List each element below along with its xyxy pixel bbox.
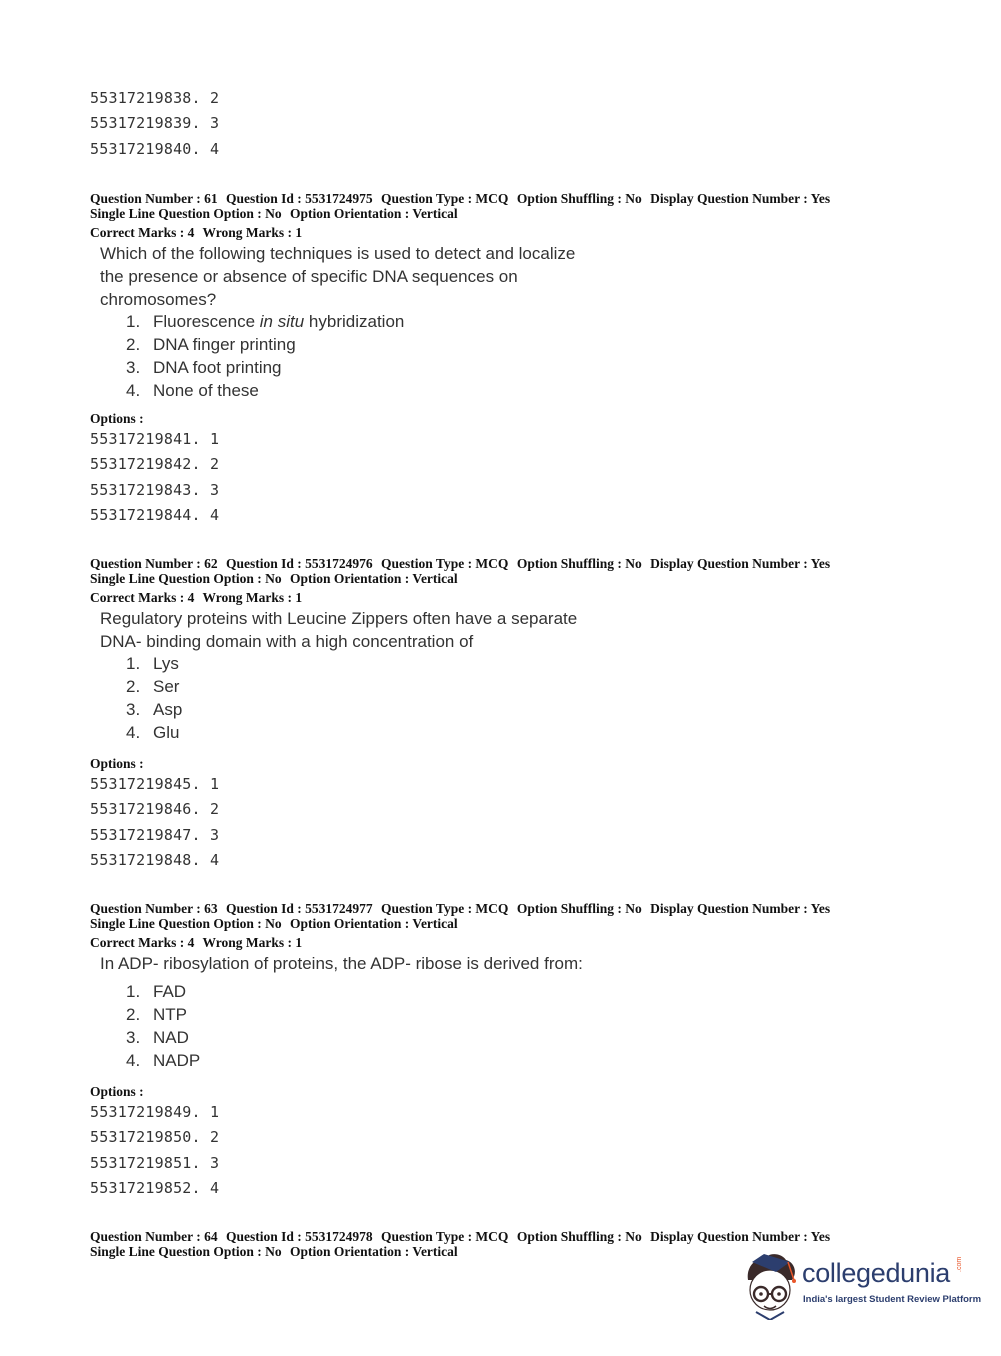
options-label: Options :: [90, 411, 144, 426]
brand-tagline: India's largest Student Review Platform: [803, 1294, 982, 1305]
meta-line-2: Single Line Question Option : No Option Orientation : Vertical: [90, 1244, 458, 1259]
mascot-icon: [742, 1250, 800, 1320]
meta-line-2: Single Line Question Option : No Option Orientation : Vertical: [90, 206, 458, 221]
choice-item: 3. DNA foot printing: [126, 358, 282, 377]
question-63-meta: [90, 901, 835, 950]
option-line: 55317219838. 2: [90, 89, 220, 107]
question-61-text: Which of the following techniques is used to detect and localize the presence or absence of specific DNA sequences on chromosomes?: [100, 244, 576, 309]
question-61-meta: [90, 191, 835, 240]
marks-line: Correct Marks : 4 Wrong Marks : 1: [90, 935, 303, 950]
option-line: 55317219839. 3: [90, 114, 220, 133]
option-line: 55317219851. 3: [90, 1153, 220, 1172]
choice-item: 4. None of these: [126, 381, 259, 400]
choice-item: 2. Ser: [126, 677, 180, 696]
meta-line-1: Question Number : 62 Question Id : 5531724976 Question Type : MCQ Option Shuffling : No Display Question Number : Yes: [90, 556, 831, 571]
question-62-text: Regulatory proteins with Leucine Zippers often have a separate DNA- binding domain with a high concentration of: [100, 609, 578, 651]
choice-item: 2. NTP: [126, 1005, 187, 1024]
choice-item: 4. NADP: [126, 1051, 201, 1070]
meta-line-1: Question Number : 63 Question Id : 5531724977 Question Type : MCQ Option Shuffling : No Display Question Number : Yes: [90, 901, 831, 916]
question-62-choices: [126, 652, 182, 744]
option-line: 55317219840. 4: [90, 139, 220, 158]
option-line: 55317219852. 4: [90, 1178, 220, 1197]
question-62-options: [90, 772, 219, 873]
choice-item: 4. Glu: [126, 723, 180, 742]
choice-item: 1. Fluorescence in situ hybridization: [126, 312, 405, 331]
options-label: Options :: [90, 1084, 144, 1099]
option-line: 55317219841. 1: [90, 430, 220, 448]
meta-line-2: Single Line Question Option : No Option Orientation : Vertical: [90, 571, 458, 586]
collegedunia-logo: [742, 1250, 982, 1320]
meta-line-1: Question Number : 61 Question Id : 5531724975 Question Type : MCQ Option Shuffling : No Display Question Number : Yes: [90, 191, 831, 206]
options-list-previous: [90, 86, 219, 162]
marks-line: Correct Marks : 4 Wrong Marks : 1: [90, 590, 303, 605]
meta-line-2: Single Line Question Option : No Option Orientation : Vertical: [90, 916, 458, 931]
choice-item: 3. Asp: [126, 700, 183, 719]
question-62-meta: [90, 556, 835, 605]
question-63-options: [90, 1100, 219, 1201]
option-line: 55317219849. 1: [90, 1103, 220, 1121]
choice-item: 1. FAD: [126, 982, 187, 1001]
choice-item: 2. DNA finger printing: [126, 335, 296, 354]
question-63-text: In ADP- ribosylation of proteins, the ADP- ribose is derived from:: [100, 954, 583, 973]
question-61-options: [90, 427, 219, 528]
question-61-choices: [126, 310, 404, 402]
meta-line-1: Question Number : 64 Question Id : 5531724978 Question Type : MCQ Option Shuffling : No Display Question Number : Yes: [90, 1229, 831, 1244]
brand-domain: .com: [956, 1256, 963, 1272]
option-line: 55317219844. 4: [90, 505, 220, 524]
option-line: 55317219842. 2: [90, 455, 220, 474]
option-line: 55317219850. 2: [90, 1128, 220, 1147]
choice-item: 1. Lys: [126, 654, 179, 673]
question-64-meta: [90, 1229, 835, 1259]
option-line: 55317219848. 4: [90, 850, 220, 869]
marks-line: Correct Marks : 4 Wrong Marks : 1: [90, 225, 303, 240]
brand-name: collegedunia: [802, 1258, 951, 1288]
option-line: 55317219843. 3: [90, 480, 220, 499]
choice-item: 3. NAD: [126, 1028, 189, 1047]
option-line: 55317219847. 3: [90, 825, 220, 844]
options-label: Options :: [90, 756, 144, 771]
question-63-choices: [126, 980, 200, 1072]
option-line: 55317219845. 1: [90, 775, 220, 793]
option-line: 55317219846. 2: [90, 800, 220, 819]
